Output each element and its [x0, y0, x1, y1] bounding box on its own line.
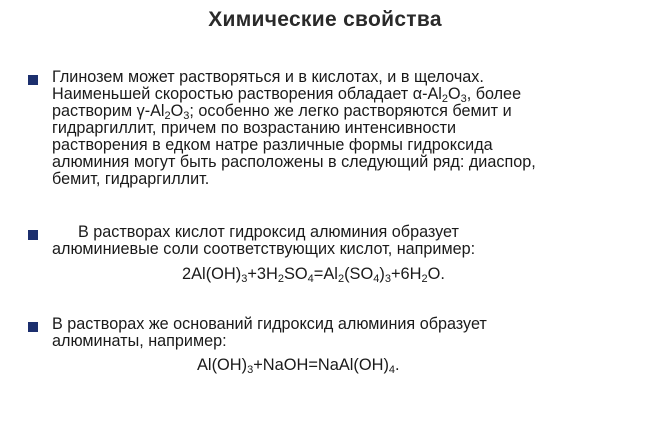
paragraph-2-line-2: алюминиевые соли соответствующих кислот, например:: [52, 240, 476, 258]
bullet-square-icon: [28, 322, 38, 332]
paragraph-1: [52, 69, 642, 188]
bullet-square-icon: [28, 230, 38, 240]
p1-line-3: растворим $\gamma-Al_2O_3$; особенно же легко растворяются бемит и: [52, 102, 512, 122]
formula-acid-reaction: $2Al(OH)_3+3H_2SO_4=Al_2(SO_4)_3+6H_2O$.: [182, 265, 445, 285]
formula-base-reaction: $Al(OH)_3+NaOH=NaAl(OH)_4$.: [197, 356, 400, 376]
p1-line-5: растворения в едком натре различные формы гидроксида: [52, 136, 493, 154]
paragraph-3: [52, 316, 642, 350]
p3-line-2: алюминаты, например:: [52, 332, 227, 350]
p3-line-1: В растворах же оснований гидроксид алюминия образует: [52, 315, 487, 333]
paragraph-2-line-1: В растворах кислот гидроксид алюминия образует: [78, 223, 459, 241]
p1-line-2: Наименьшей скоростью растворения обладает $\alpha-Al_2O_3$, более: [52, 85, 522, 105]
p1-line-1: Глинозем может растворяться и в кислотах, и в щелочах.: [52, 68, 484, 86]
p1-line-7: бемит, гидраргиллит.: [52, 170, 210, 188]
bullet-square-icon: [28, 75, 38, 85]
slide-title: Химические свойства: [208, 8, 442, 31]
p1-line-4: гидраргиллит, причем по возрастанию интенсивности: [52, 119, 457, 137]
p1-line-6: алюминия могут быть расположены в следующий ряд: диаспор,: [52, 153, 536, 171]
